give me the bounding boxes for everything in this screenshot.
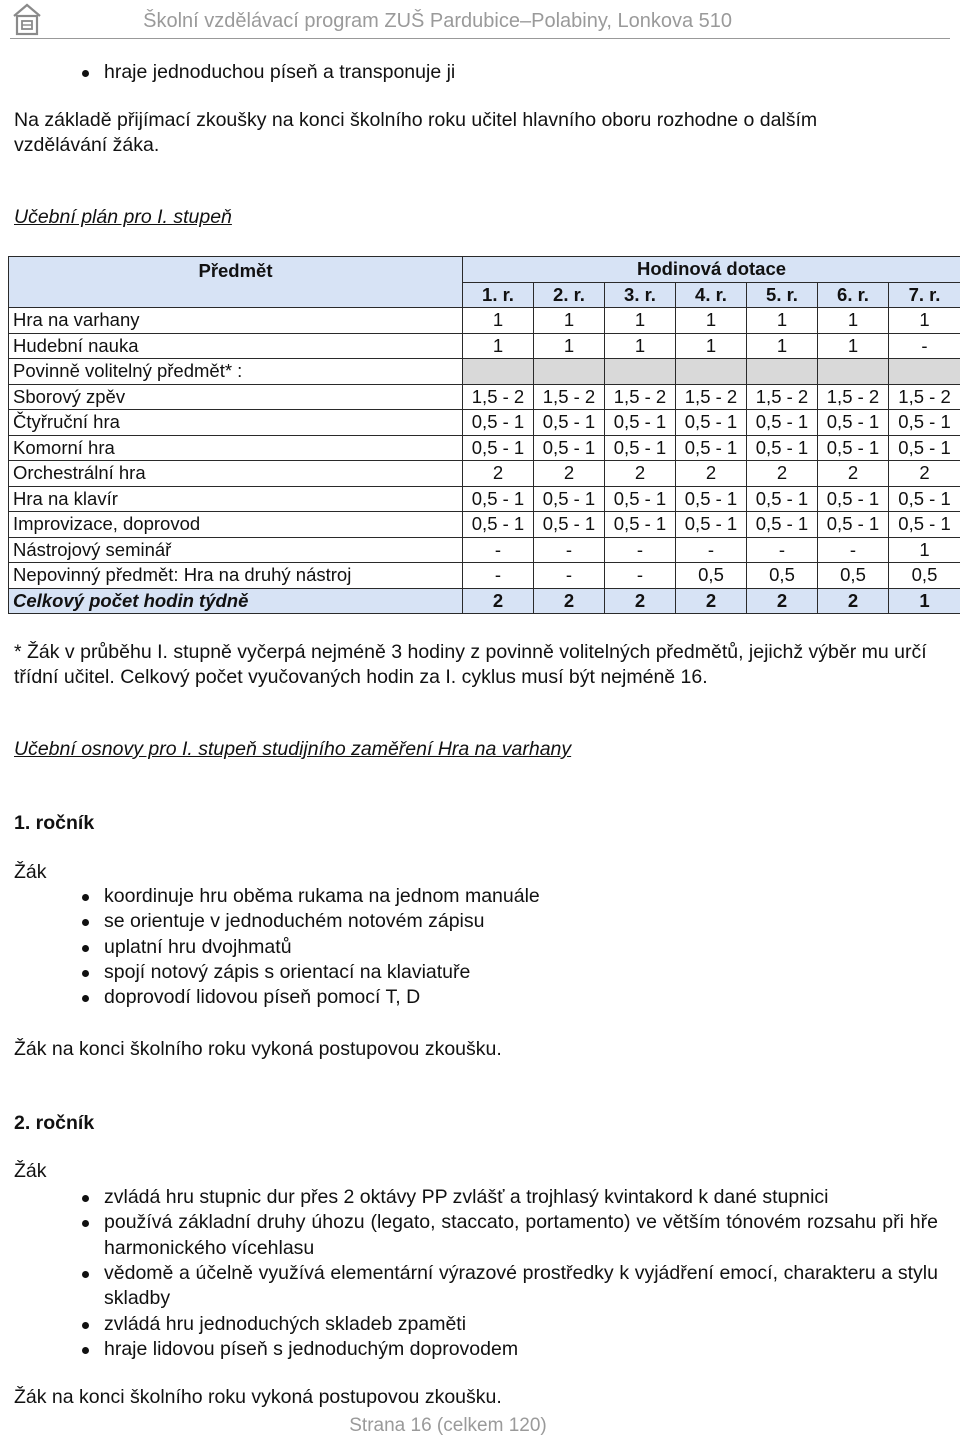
total-hours-cell: 2 [818,588,889,614]
hours-cell: 1 [818,308,889,334]
hours-cell: 0,5 - 1 [676,512,747,538]
subject-column-header: Předmět [9,257,463,308]
hours-cell: 1 [463,308,534,334]
hours-cell: 1,5 - 2 [818,384,889,410]
hours-cell: 0,5 - 1 [463,512,534,538]
total-hours-cell: 2 [605,588,676,614]
hours-cell: 2 [534,461,605,487]
total-label-cell: Celkový počet hodin týdně [9,588,463,614]
hours-cell: 0,5 - 1 [747,410,818,436]
hours-cell: - [534,537,605,563]
hours-cell: 1,5 - 2 [676,384,747,410]
hours-cell: 0,5 - 1 [676,486,747,512]
table-footnote: * Žák v průběhu I. stupně vyčerpá nejméně 3 hodiny z povinně volitelných předmětů, jejichž výběr mu určí třídní učitel. Celkový počet vyučovaných hodin za I. cyklus musí být nejméně 16. [14,641,927,689]
total-hours-cell: 2 [747,588,818,614]
year2-exam-note: Žák na konci školního roku vykoná postupovou zkoušku. [14,1386,502,1408]
page-number: Strana 16 (celkem 120) [349,1415,547,1436]
hours-cell: 1,5 - 2 [605,384,676,410]
hours-cell: 0,5 - 1 [605,486,676,512]
table-row [9,486,960,512]
list-item: doprovodí lidovou píseň pomocí T, D [0,985,960,1010]
hours-cell [463,359,534,385]
total-hours-cell: 2 [676,588,747,614]
year-column-header: 1. r. [463,282,534,308]
hours-cell: - [747,537,818,563]
hours-cell: 1 [534,308,605,334]
hours-cell: 0,5 - 1 [463,435,534,461]
hours-cell: 2 [676,461,747,487]
hours-cell: 0,5 - 1 [818,410,889,436]
hours-cell: 1 [605,308,676,334]
table-row [9,384,960,410]
hours-cell: 1 [676,333,747,359]
total-hours-cell: 1 [889,588,960,614]
hours-cell: 2 [818,461,889,487]
hours-cell [747,359,818,385]
hours-cell: 0,5 [889,563,960,589]
year2-title: 2. ročník [14,1112,95,1134]
hours-cell: 0,5 - 1 [747,486,818,512]
list-item: zvládá hru stupnic dur přes 2 oktávy PP zvlášť a trojhlasý kvintakord k dané stupnici [0,1185,960,1210]
hours-cell: 0,5 [818,563,889,589]
hours-cell: 1 [818,333,889,359]
hours-cell: 2 [463,461,534,487]
table-row [9,537,960,563]
list-item: koordinuje hru oběma rukama na jednom manuále [0,884,960,909]
hours-cell: 0,5 - 1 [605,512,676,538]
hours-column-header: Hodinová dotace [463,257,960,283]
intro-list [0,60,960,85]
header-divider [10,38,950,39]
year-column-header: 5. r. [747,282,818,308]
table-row [9,308,960,334]
hours-cell: - [534,563,605,589]
hours-cell: 2 [605,461,676,487]
hours-cell [605,359,676,385]
year1-student-label: Žák [14,861,47,883]
table-row [9,563,960,589]
subject-cell: Hra na varhany [9,308,463,334]
list-item: se orientuje v jednoduchém notovém zápisu [0,909,960,934]
hours-cell: - [818,537,889,563]
hours-cell: 0,5 - 1 [534,435,605,461]
subject-cell: Čtyřruční hra [9,410,463,436]
hours-cell: - [463,563,534,589]
table-total-row [9,588,960,614]
table-row [9,333,960,359]
curriculum-table [8,256,960,614]
year-column-header: 3. r. [605,282,676,308]
hours-cell: 0,5 - 1 [605,410,676,436]
hours-cell: 1 [676,308,747,334]
hours-cell: 1,5 - 2 [889,384,960,410]
hours-cell: 0,5 - 1 [534,410,605,436]
hours-cell: - [605,563,676,589]
hours-cell [534,359,605,385]
table-row [9,359,960,385]
year1-title: 1. ročník [14,812,95,834]
table-row [9,512,960,538]
table-row [9,461,960,487]
hours-cell: 0,5 - 1 [889,486,960,512]
hours-cell: 0,5 - 1 [463,410,534,436]
subject-cell: Komorní hra [9,435,463,461]
hours-cell: 0,5 - 1 [889,410,960,436]
hours-cell: 0,5 - 1 [605,435,676,461]
subject-cell: Nástrojový seminář [9,537,463,563]
hours-cell: - [463,537,534,563]
hours-cell: - [889,333,960,359]
table-header-row [9,257,960,283]
list-item: spojí notový zápis s orientací na klaviatuře [0,960,960,985]
hours-cell: 1 [747,333,818,359]
hours-cell: 0,5 - 1 [747,435,818,461]
hours-cell: 0,5 [676,563,747,589]
year1-outcomes-list [0,884,960,1011]
year2-outcomes-list [0,1185,960,1362]
hours-cell: 0,5 [747,563,818,589]
list-item: vědomě a účelně využívá elementární výrazové prostředky k vyjádření emocí, charakteru a stylu skladby [0,1261,960,1312]
hours-cell: 0,5 - 1 [463,486,534,512]
hours-cell: 0,5 - 1 [818,512,889,538]
hours-cell: 0,5 - 1 [818,435,889,461]
hours-cell: 1,5 - 2 [534,384,605,410]
hours-cell [818,359,889,385]
syllabus-heading: Učební osnovy pro I. stupeň studijního zaměření Hra na varhany [14,738,572,760]
subject-cell: Povinně volitelný předmět* : [9,359,463,385]
hours-cell: 0,5 - 1 [534,486,605,512]
list-item: používá základní druhy úhozu (legato, staccato, portamento) ve větším tónovém rozsahu při hře harmonického vícehlasu [0,1210,960,1261]
list-item: uplatní hru dvojhmatů [0,935,960,960]
year-column-header: 6. r. [818,282,889,308]
hours-cell: 2 [747,461,818,487]
school-logo-icon [12,2,42,36]
page-header [0,0,960,40]
subject-cell: Improvizace, doprovod [9,512,463,538]
hours-cell: 1,5 - 2 [463,384,534,410]
hours-cell: 1 [463,333,534,359]
year-column-header: 2. r. [534,282,605,308]
hours-cell: 1 [889,537,960,563]
hours-cell: 1,5 - 2 [747,384,818,410]
table-row [9,410,960,436]
year-column-header: 7. r. [889,282,960,308]
hours-cell: 0,5 - 1 [889,435,960,461]
hours-cell: - [676,537,747,563]
hours-cell: 1 [747,308,818,334]
list-item: zvládá hru jednoduchých skladeb zpaměti [0,1312,960,1337]
subject-cell: Orchestrální hra [9,461,463,487]
plan-heading: Učební plán pro I. stupeň [14,206,232,228]
list-item: hraje lidovou píseň s jednoduchým doprovodem [0,1337,960,1362]
table-row [9,435,960,461]
hours-cell: 1 [889,308,960,334]
hours-cell: 1 [534,333,605,359]
subject-cell: Hra na klavír [9,486,463,512]
hours-cell: 0,5 - 1 [534,512,605,538]
hours-cell: 0,5 - 1 [818,486,889,512]
hours-cell: 0,5 - 1 [747,512,818,538]
year1-exam-note: Žák na konci školního roku vykoná postupovou zkoušku. [14,1038,502,1060]
hours-cell: 1 [605,333,676,359]
subject-cell: Sborový zpěv [9,384,463,410]
total-hours-cell: 2 [534,588,605,614]
hours-cell: 0,5 - 1 [676,435,747,461]
hours-cell [676,359,747,385]
year2-student-label: Žák [14,1160,47,1182]
hours-cell: 0,5 - 1 [676,410,747,436]
total-hours-cell: 2 [463,588,534,614]
subject-cell: Hudební nauka [9,333,463,359]
hours-cell: 2 [889,461,960,487]
subject-cell: Nepovinný předmět: Hra na druhý nástroj [9,563,463,589]
hours-cell: - [605,537,676,563]
year-column-header: 4. r. [676,282,747,308]
hours-cell: 0,5 - 1 [889,512,960,538]
list-item: hraje jednoduchou píseň a transponuje ji [0,60,960,85]
header-title: Školní vzdělávací program ZUŠ Pardubice–Polabiny, Lonkova 510 [143,10,732,32]
admission-paragraph: Na základě přijímací zkoušky na konci školního roku učitel hlavního oboru rozhodne o dalším vzdělávání žáka. [14,109,818,157]
hours-cell [889,359,960,385]
